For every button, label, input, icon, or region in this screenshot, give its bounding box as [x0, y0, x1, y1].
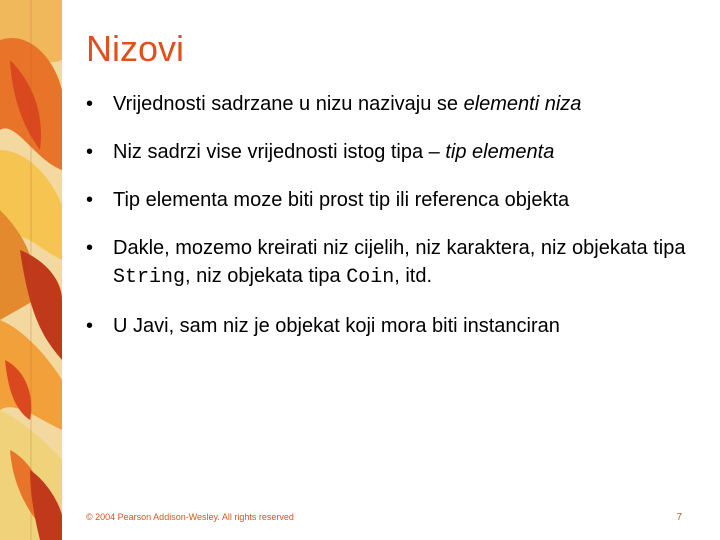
bullet-item: [86, 234, 701, 292]
italic-text: elementi niza: [463, 93, 582, 115]
text-segment: Dakle, mozemo kreirati niz cijelih, niz karaktera, niz objekata tipa: [113, 237, 686, 259]
text-segment: Vrijednosti sadrzane u nizu nazivaju se: [113, 93, 464, 115]
bullet-text: [113, 93, 581, 115]
text-segment: , itd.: [394, 265, 433, 287]
code-text: String: [113, 266, 186, 289]
bullet-glyph: •: [86, 237, 94, 259]
bullet-text: [113, 315, 560, 337]
bullet-item: [86, 186, 701, 214]
text-segment: U Javi, sam niz je objekat koji mora biti instanciran: [113, 315, 560, 337]
bullet-glyph: •: [86, 141, 94, 163]
bullet-item: [86, 90, 701, 118]
bullet-glyph: •: [86, 315, 94, 337]
bullet-text: [113, 189, 569, 211]
bullet-text: [113, 141, 554, 163]
copyright-footer: © 2004 Pearson Addison-Wesley. All rights reserved: [86, 512, 294, 522]
bullet-list: [86, 90, 701, 360]
slide-title: Nizovi: [86, 28, 185, 69]
bullet-item: [86, 138, 701, 166]
page-number: 7: [676, 512, 682, 523]
italic-text: tip elementa: [445, 141, 555, 163]
bullet-text: [113, 237, 685, 287]
text-segment: Tip elementa moze biti prost tip ili referenca objekta: [113, 189, 570, 211]
bullet-item: [86, 312, 701, 340]
code-text: Coin: [346, 266, 395, 289]
text-segment: Niz sadrzi vise vrijednosti istog tipa –: [113, 141, 446, 163]
text-segment: , niz objekata tipa: [185, 265, 347, 287]
bullet-glyph: •: [86, 189, 94, 211]
autumn-leaves-decoration: [0, 0, 62, 540]
bullet-glyph: •: [86, 93, 94, 115]
